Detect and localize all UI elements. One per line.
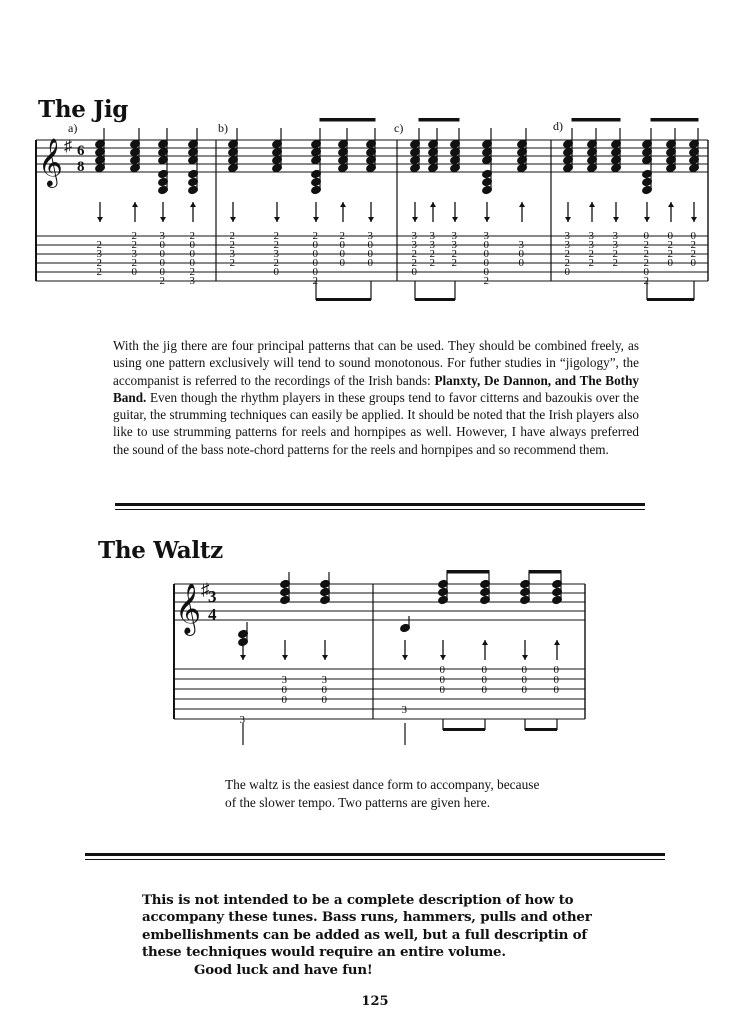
- tab-fret: 0: [367, 248, 373, 260]
- tab-fret: 3: [401, 704, 407, 716]
- tab-fret: 2: [229, 239, 235, 251]
- waltz-chords: [238, 570, 563, 647]
- tab-fret: 0: [339, 248, 345, 260]
- tab-fret: 3: [429, 239, 435, 251]
- waltz-description: The waltz is the easiest dance form to accompany, because of the slower tempo. Two patterns are given here.: [225, 777, 540, 811]
- tab-fret: 0: [159, 248, 165, 260]
- variant-label-d: d): [553, 119, 563, 133]
- tab-fret: 3: [229, 248, 235, 260]
- tab-fret: 2: [690, 248, 696, 260]
- tab-fret: 0: [564, 266, 570, 278]
- tab-fret: 3: [321, 674, 327, 686]
- tab-fret: 3: [588, 230, 594, 242]
- tab-fret: 2: [131, 230, 137, 242]
- tab-fret: 2: [612, 248, 618, 260]
- tab-fret: 2: [451, 248, 457, 260]
- note-beam: [529, 570, 561, 573]
- tab-fret: 2: [229, 257, 235, 269]
- waltz-strum-arrows: [240, 640, 560, 660]
- tab-fret: 0: [131, 266, 137, 278]
- tab-fret: 0: [553, 674, 559, 686]
- tab-fret: 0: [643, 266, 649, 278]
- down-arrow-icon: [484, 217, 490, 222]
- down-arrow-icon: [565, 217, 571, 222]
- tab-fret: 0: [481, 664, 487, 676]
- down-arrow-icon: [274, 217, 280, 222]
- tab-fret: 0: [439, 674, 445, 686]
- tab-fret: 0: [483, 266, 489, 278]
- tab-fret: 0: [321, 684, 327, 696]
- tab-fret: 2: [588, 257, 594, 269]
- tab-fret: 0: [690, 257, 696, 269]
- tab-fret: 2: [483, 275, 489, 287]
- up-arrow-icon: [554, 640, 560, 645]
- tab-beam: [647, 298, 694, 301]
- up-arrow-icon: [519, 202, 525, 207]
- down-arrow-icon: [440, 655, 446, 660]
- tab-fret: 2: [451, 257, 457, 269]
- down-arrow-icon: [412, 217, 418, 222]
- variant-label-b: b): [218, 121, 228, 135]
- up-arrow-icon: [430, 202, 436, 207]
- section-divider: [85, 853, 665, 856]
- down-arrow-icon: [282, 655, 288, 660]
- tab-fret: 3: [564, 230, 570, 242]
- tab-fret: 0: [159, 266, 165, 278]
- jig-text-part: With the jig there are four principal patterns that can be used. They should be combined freely, as using one pattern exclusively will tend to sound monotonous. For futher studies in “jigology”, the accompanist is referred to the recordings of the Irish bands:: [113, 338, 639, 388]
- tab-fret: 0: [667, 257, 673, 269]
- tab-fret: 2: [564, 248, 570, 260]
- note-beam: [320, 118, 375, 121]
- down-arrow-icon: [613, 217, 619, 222]
- tab-fret: 0: [483, 239, 489, 251]
- waltz-time-signature-top: 3: [208, 587, 217, 606]
- tab-fret: 0: [339, 239, 345, 251]
- jig-time-signature: 8: [77, 159, 85, 175]
- tab-fret: 0: [521, 674, 527, 686]
- down-arrow-icon: [691, 217, 697, 222]
- tab-fret: 0: [367, 257, 373, 269]
- tab-fret: 0: [439, 664, 445, 676]
- up-arrow-icon: [668, 202, 674, 207]
- tab-fret: 0: [553, 664, 559, 676]
- jig-text-part: Even though the rhythm players in these groups tend to favor citterns and bazoukis over the guitar, the strumming techniques can easily be applied. It should be noted that the Irish players also like to use strumming patterns for reels and hornpipes as well. However, I have always preferred the sound of the bass note-chord patterns for the reels and hornpipes and so recommend them.: [113, 389, 639, 457]
- tab-fret: 0: [483, 257, 489, 269]
- tab-fret: 2: [273, 230, 279, 242]
- tab-fret: 0: [690, 230, 696, 242]
- up-arrow-icon: [190, 202, 196, 207]
- tab-fret: 3: [451, 239, 457, 251]
- tab-fret: 0: [439, 684, 445, 696]
- note-beam: [447, 570, 489, 573]
- down-arrow-icon: [160, 217, 166, 222]
- tab-fret: 0: [189, 248, 195, 260]
- tab-fret: 0: [411, 266, 417, 278]
- tab-fret: 2: [643, 239, 649, 251]
- section-divider-thin: [85, 859, 665, 860]
- tab-fret: 2: [429, 248, 435, 260]
- tab-fret: 0: [518, 257, 524, 269]
- tab-fret: 3: [518, 239, 524, 251]
- tab-fret: 0: [159, 257, 165, 269]
- jig-description: [113, 337, 639, 458]
- waltz-time-signature-bottom: 4: [208, 605, 217, 624]
- tab-fret: 3: [483, 230, 489, 242]
- note-beam: [651, 118, 698, 121]
- tab-fret: 0: [518, 248, 524, 260]
- down-arrow-icon: [230, 217, 236, 222]
- tab-fret: 2: [339, 230, 345, 242]
- tab-fret: 3: [411, 239, 417, 251]
- tab-fret: 0: [189, 257, 195, 269]
- waltz-heading: The Waltz: [98, 537, 223, 564]
- page-number: 125: [361, 994, 389, 1009]
- tab-fret: 2: [690, 239, 696, 251]
- tab-fret: 0: [483, 248, 489, 260]
- tab-fret: 2: [667, 239, 673, 251]
- treble-clef: 𝄞: [175, 584, 202, 633]
- tab-fret: 0: [553, 684, 559, 696]
- down-arrow-icon: [452, 217, 458, 222]
- tab-fret: 2: [312, 275, 318, 287]
- tab-fret: 0: [312, 257, 318, 269]
- treble-clef: 𝄞: [38, 140, 63, 186]
- down-arrow-icon: [313, 217, 319, 222]
- note-beam: [419, 118, 459, 121]
- down-arrow-icon: [402, 655, 408, 660]
- key-signature-sharp: ♯: [201, 580, 210, 599]
- up-arrow-icon: [589, 202, 595, 207]
- tab-fret: 2: [273, 239, 279, 251]
- closing-text: This is not intended to be a complete description of how to accompany these tunes. Bass runs, hammers, pulls and other embellishments can be added as well, but a full descriptin of these techniques would require an entire volume.: [142, 892, 592, 961]
- tab-fret: 2: [159, 275, 165, 287]
- tab-fret: 3: [281, 674, 287, 686]
- tab-fret: 2: [96, 239, 102, 251]
- section-divider: [115, 503, 645, 506]
- closing-note: [142, 892, 612, 979]
- tab-fret: 3: [411, 230, 417, 242]
- tab-fret: 3: [273, 248, 279, 260]
- tab-beam: [443, 728, 485, 731]
- tab-fret: 2: [312, 230, 318, 242]
- tab-fret: 2: [96, 257, 102, 269]
- tab-fret: 0: [481, 674, 487, 686]
- down-arrow-icon: [97, 217, 103, 222]
- tab-fret: 3: [612, 230, 618, 242]
- tab-fret: 0: [521, 684, 527, 696]
- tab-fret: 0: [189, 239, 195, 251]
- tab-fret: 0: [667, 230, 673, 242]
- tab-fret: 0: [159, 239, 165, 251]
- up-arrow-icon: [340, 202, 346, 207]
- tab-fret: 2: [96, 266, 102, 278]
- tab-fret: 0: [321, 694, 327, 706]
- tab-fret: 2: [429, 257, 435, 269]
- tab-fret: 3: [189, 275, 195, 287]
- tab-fret: 2: [189, 230, 195, 242]
- variant-label-c: c): [394, 121, 404, 135]
- tab-fret: 2: [411, 257, 417, 269]
- tab-fret: 0: [312, 248, 318, 260]
- down-arrow-icon: [522, 655, 528, 660]
- tab-fret: 2: [612, 257, 618, 269]
- down-arrow-icon: [644, 217, 650, 222]
- tab-fret: 2: [588, 248, 594, 260]
- tab-fret: 2: [131, 257, 137, 269]
- tab-fret: 3: [96, 248, 102, 260]
- tab-fret: 3: [451, 230, 457, 242]
- jig-notation: [0, 118, 750, 318]
- tab-fret: 2: [667, 248, 673, 260]
- tab-fret: 0: [339, 257, 345, 269]
- down-arrow-icon: [368, 217, 374, 222]
- tab-fret: 0: [367, 239, 373, 251]
- tab-fret: 0: [281, 694, 287, 706]
- tab-fret: 3: [564, 239, 570, 251]
- tab-beam: [316, 298, 371, 301]
- tab-fret: 0: [281, 684, 287, 696]
- tab-fret: 3: [131, 248, 137, 260]
- tab-beam: [415, 298, 455, 301]
- note-beam: [572, 118, 620, 121]
- tab-beam: [525, 728, 557, 731]
- up-arrow-icon: [132, 202, 138, 207]
- key-signature-sharp: ♯: [64, 138, 72, 155]
- tab-fret: 2: [131, 239, 137, 251]
- closing-signoff: Good luck and have fun!: [194, 961, 373, 978]
- tab-fret: 2: [229, 230, 235, 242]
- waltz-notation: [0, 570, 750, 760]
- tab-fret: 3: [159, 230, 165, 242]
- tab-fret: 3: [239, 714, 245, 726]
- tab-fret: 2: [273, 257, 279, 269]
- tab-fret: 2: [643, 275, 649, 287]
- down-arrow-icon: [240, 655, 246, 660]
- tab-fret: 2: [564, 257, 570, 269]
- section-divider-thin: [115, 509, 645, 510]
- jig-heading: The Jig: [38, 96, 129, 123]
- variant-label-a: a): [68, 121, 78, 135]
- waltz-tab-numbers: [240, 664, 560, 745]
- tab-fret: 2: [411, 248, 417, 260]
- tab-fret: 0: [481, 684, 487, 696]
- tab-fret: 3: [367, 230, 373, 242]
- tab-fret: 0: [643, 230, 649, 242]
- tab-fret: 2: [643, 248, 649, 260]
- tab-fret: 0: [312, 266, 318, 278]
- tab-fret: 2: [189, 266, 195, 278]
- down-arrow-icon: [322, 655, 328, 660]
- jig-time-signature: 6: [77, 143, 85, 159]
- irish-bands: Planxty, De Dannon, and The Bothy Band.: [113, 372, 639, 405]
- tab-fret: 3: [612, 239, 618, 251]
- tab-fret: 2: [643, 257, 649, 269]
- tab-fret: 3: [588, 239, 594, 251]
- tab-fret: 0: [521, 664, 527, 676]
- tab-fret: 0: [312, 239, 318, 251]
- tab-fret: 3: [429, 230, 435, 242]
- up-arrow-icon: [482, 640, 488, 645]
- tab-fret: 0: [273, 266, 279, 278]
